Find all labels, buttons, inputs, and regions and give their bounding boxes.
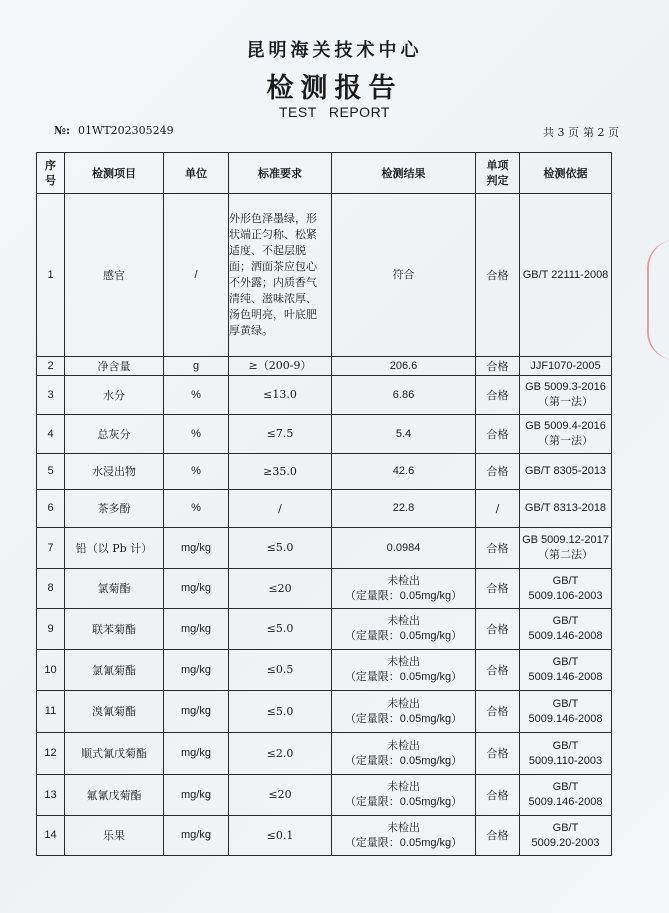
cell-basis-line: 5009.110-2003 [528, 754, 603, 767]
cell-verdict: 合格 [476, 357, 520, 376]
cell-requirement-line: 汤色明亮，叶底肥 [229, 308, 317, 321]
cell-requirement [229, 691, 332, 733]
cell-requirement [229, 733, 332, 775]
cell-result-line: 未检出 [387, 574, 420, 587]
table-row [37, 650, 612, 691]
cell-requirement-line: ≤5.0 [266, 622, 294, 635]
cell-requirement [229, 490, 332, 528]
cell-verdict: 合格 [476, 528, 520, 569]
table-row [37, 528, 612, 569]
cell-requirement-line: ≤0.1 [266, 828, 294, 842]
cell-unit: mg/kg [164, 733, 229, 775]
table-row [37, 733, 612, 775]
cell-basis [520, 490, 612, 528]
cell-requirement [229, 194, 332, 357]
cell-basis-line: GB/T [552, 656, 579, 668]
cell-item: 水分 [65, 376, 164, 415]
cell-result-line: （定量限：0.05mg/kg） [344, 754, 463, 767]
cell-verdict: / [476, 490, 520, 528]
cell-result-line: 未检出 [387, 697, 420, 710]
table-row [37, 490, 612, 528]
cell-verdict: 合格 [476, 569, 520, 609]
cell-basis [520, 650, 612, 691]
cell-verdict: 合格 [476, 609, 520, 650]
cell-basis-line: GB/T [552, 821, 579, 834]
cell-result-line: （定量限：0.05mg/kg） [344, 671, 463, 683]
cell-requirement-line: 状端正匀称、松紧 [229, 228, 317, 241]
cell-verdict: 合格 [476, 376, 520, 415]
cell-basis-line: GB/T [552, 781, 579, 793]
cell-basis [520, 816, 612, 856]
cell-no: 6 [37, 490, 65, 528]
cell-result-line: 42.6 [392, 465, 415, 477]
cell-requirement-line: ≤2.0 [266, 746, 294, 760]
cell-unit: % [164, 454, 229, 490]
cell-requirement [229, 357, 332, 376]
cell-basis-line: GB/T [552, 697, 579, 710]
cell-unit: mg/kg [164, 691, 229, 733]
cell-requirement-line: / [278, 501, 282, 515]
cell-unit: mg/kg [164, 569, 229, 609]
cell-unit: mg/kg [164, 650, 229, 691]
report-number-label: №: [54, 124, 71, 137]
cell-requirement [229, 454, 332, 490]
cell-result [332, 691, 476, 733]
cell-basis-line: （第二法） [538, 549, 593, 561]
cell-unit: / [164, 194, 229, 357]
cell-verdict: 合格 [476, 775, 520, 816]
col-header-no: 序 号 [37, 153, 65, 194]
table-row [37, 569, 612, 609]
cell-verdict: 合格 [476, 691, 520, 733]
cell-unit: mg/kg [164, 528, 229, 569]
cell-basis [520, 569, 612, 609]
cell-basis-line: 5009.20-2003 [531, 836, 600, 849]
cell-result [332, 733, 476, 775]
cell-no: 4 [37, 415, 65, 454]
cell-requirement-line: ≤7.5 [266, 427, 294, 440]
table-row [37, 415, 612, 454]
cell-basis-line: 5009.106-2003 [528, 589, 603, 602]
col-header-result: 检测结果 [332, 153, 476, 194]
cell-basis [520, 454, 612, 490]
cell-basis-line: GB 5009.12-2017 [522, 534, 609, 546]
cell-unit: mg/kg [164, 609, 229, 650]
cell-basis-line: GB 5009.4-2016 [525, 420, 606, 432]
cell-no: 10 [37, 650, 65, 691]
cell-result-line: 206.6 [389, 359, 418, 372]
cell-result-line: （定量限：0.05mg/kg） [344, 836, 463, 849]
cell-unit: g [164, 357, 229, 376]
cell-requirement-line: 外形色泽墨绿，形 [229, 212, 317, 225]
report-number [54, 124, 174, 137]
cell-no: 5 [37, 454, 65, 490]
cell-result [332, 775, 476, 816]
cell-result-line: 未检出 [387, 739, 420, 752]
cell-result [332, 194, 476, 357]
cell-unit: mg/kg [164, 816, 229, 856]
report-subtitle: TEST REPORT [278, 104, 390, 120]
cell-no: 3 [37, 376, 65, 415]
cell-result [332, 490, 476, 528]
cell-no: 7 [37, 528, 65, 569]
col-header-item: 检测项目 [65, 153, 164, 194]
cell-item: 水浸出物 [65, 454, 164, 490]
cell-result-line: （定量限：0.05mg/kg） [344, 796, 463, 808]
cell-result [332, 376, 476, 415]
cell-requirement [229, 415, 332, 454]
cell-verdict: 合格 [476, 415, 520, 454]
cell-no: 13 [37, 775, 65, 816]
cell-requirement [229, 609, 332, 650]
cell-requirement-line: ≤20 [268, 788, 292, 801]
cell-result [332, 528, 476, 569]
cell-no: 12 [37, 733, 65, 775]
cell-basis-line: 5009.146-2008 [528, 796, 603, 808]
cell-result [332, 569, 476, 609]
cell-basis-line: GB/T [552, 574, 579, 587]
report-number-value: 01WT202305249 [78, 124, 174, 137]
cell-requirement-line: 清纯、滋味浓厚、 [229, 292, 317, 305]
cell-result [332, 816, 476, 856]
cell-result [332, 650, 476, 691]
cell-requirement-line: 适度、不起层脱 [229, 244, 306, 257]
cell-basis-line: JJF1070-2005 [530, 359, 601, 372]
cell-no: 9 [37, 609, 65, 650]
cell-basis-line: 5009.146-2008 [528, 630, 603, 642]
cell-item: 氯氰菊酯 [65, 650, 164, 691]
red-seal-mark [647, 240, 669, 360]
cell-no: 1 [37, 194, 65, 357]
cell-item: 顺式氰戊菊酯 [65, 733, 164, 775]
cell-result-line: 未检出 [387, 781, 420, 793]
cell-basis-line: GB/T 8313-2018 [524, 502, 607, 514]
cell-result-line: 未检出 [387, 615, 420, 627]
cell-unit: % [164, 376, 229, 415]
table-body [37, 194, 612, 856]
col-header-unit: 单位 [164, 153, 229, 194]
table-row [37, 775, 612, 816]
cell-item: 溴氰菊酯 [65, 691, 164, 733]
page-indicator [543, 124, 619, 140]
cell-basis-line: 5009.146-2008 [528, 712, 603, 725]
cell-requirement-line: ≤5.0 [266, 541, 294, 554]
cell-item: 净含量 [65, 357, 164, 376]
cell-item: 总灰分 [65, 415, 164, 454]
cell-item: 氟氰戊菊酯 [65, 775, 164, 816]
col-header-verdict: 单项 判定 [476, 153, 520, 194]
table-row [37, 816, 612, 856]
cell-requirement [229, 650, 332, 691]
cell-basis [520, 691, 612, 733]
cell-basis-line: GB/T [552, 615, 579, 627]
cell-basis-line: GB/T [552, 739, 579, 752]
cell-basis-line: 5009.146-2008 [528, 671, 603, 683]
cell-requirement-line: 厚黄绿。 [229, 324, 273, 337]
cell-result-line: 22.8 [392, 502, 415, 514]
cell-basis [520, 376, 612, 415]
table-row [37, 691, 612, 733]
cell-result-line: 未检出 [387, 656, 420, 668]
cell-basis [520, 194, 612, 357]
cell-result-line: 0.0984 [386, 541, 421, 554]
cell-result-line: 符合 [392, 268, 415, 281]
report-title: 检测报告 [266, 73, 403, 104]
results-table [36, 152, 612, 856]
cell-basis-line: GB 5009.3-2016 [525, 381, 606, 393]
total-pages: 共 3 页 [543, 126, 579, 139]
cell-no: 11 [37, 691, 65, 733]
cell-result [332, 454, 476, 490]
cell-unit: mg/kg [164, 775, 229, 816]
cell-no: 14 [37, 816, 65, 856]
cell-requirement-line: ≤0.5 [266, 663, 294, 676]
cell-result-line: 6.86 [392, 388, 415, 401]
cell-item: 氯菊酯 [65, 569, 164, 609]
cell-result [332, 609, 476, 650]
table-row [37, 454, 612, 490]
cell-requirement-line: ≥（200-9） [248, 359, 312, 372]
cell-basis-line: GB/T 22111-2008 [522, 268, 609, 281]
cell-requirement [229, 816, 332, 856]
table-row [37, 357, 612, 376]
cell-result-line: （定量限：0.05mg/kg） [344, 589, 463, 602]
cell-basis [520, 415, 612, 454]
cell-no: 2 [37, 357, 65, 376]
cell-verdict: 合格 [476, 650, 520, 691]
cell-result-line: （定量限：0.05mg/kg） [344, 712, 463, 725]
cell-verdict: 合格 [476, 816, 520, 856]
cell-basis [520, 775, 612, 816]
cell-requirement [229, 569, 332, 609]
cell-no: 8 [37, 569, 65, 609]
cell-verdict: 合格 [476, 733, 520, 775]
cell-basis-line: （第一法） [538, 435, 593, 447]
cell-basis-line: （第一法） [538, 396, 593, 408]
org-name: 昆明海关技术中心 [246, 40, 423, 61]
cell-result-line: 未检出 [387, 821, 420, 834]
cell-unit: % [164, 415, 229, 454]
cell-basis [520, 357, 612, 376]
cell-verdict: 合格 [476, 194, 520, 357]
cell-basis [520, 609, 612, 650]
cell-requirement-line: ≤5.0 [266, 704, 294, 718]
table-row [37, 609, 612, 650]
cell-item: 感官 [65, 194, 164, 357]
cell-item: 茶多酚 [65, 490, 164, 528]
table-row [37, 376, 612, 415]
cell-requirement-line: ≤20 [268, 581, 292, 595]
cell-item: 乐果 [65, 816, 164, 856]
cell-verdict: 合格 [476, 454, 520, 490]
cell-basis-line: GB/T 8305-2013 [524, 465, 607, 477]
cell-result-line: （定量限：0.05mg/kg） [344, 630, 463, 642]
cell-item: 联苯菊酯 [65, 609, 164, 650]
cell-requirement-line: ≥35.0 [263, 464, 297, 478]
cell-requirement-line: 不外露；内质香气 [229, 276, 317, 289]
cell-requirement-line: ≤13.0 [263, 388, 297, 401]
cell-requirement [229, 376, 332, 415]
cell-item: 铅（以 Pb 计） [65, 528, 164, 569]
table-header-row [37, 153, 612, 194]
current-page: 第 2 页 [583, 126, 619, 139]
cell-unit: % [164, 490, 229, 528]
cell-requirement [229, 775, 332, 816]
cell-result [332, 415, 476, 454]
table-row [37, 194, 612, 357]
cell-result [332, 357, 476, 376]
cell-basis [520, 733, 612, 775]
cell-requirement-line: 面；洒面茶应包心 [229, 260, 317, 273]
col-header-basis: 检测依据 [520, 153, 612, 194]
col-header-requirement: 标准要求 [229, 153, 332, 194]
cell-requirement [229, 528, 332, 569]
cell-basis [520, 528, 612, 569]
cell-result-line: 5.4 [395, 427, 412, 440]
